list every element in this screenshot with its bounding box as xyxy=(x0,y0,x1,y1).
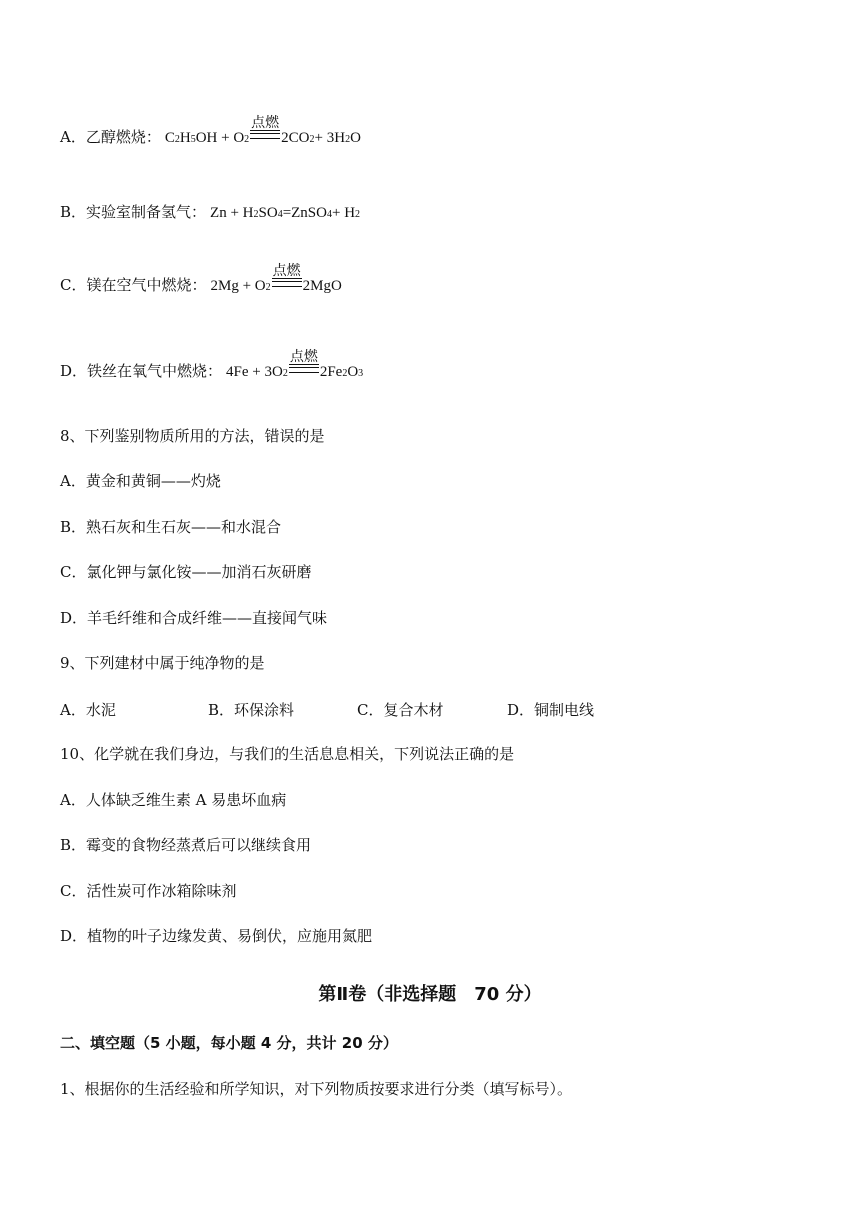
q8-option-d: D．羊毛纤维和合成纤维——直接闻气味 xyxy=(60,609,328,627)
q7-option-b xyxy=(60,202,360,223)
q7-option-a-equation: C 2 H 5 OH + O 2 点燃 2CO 2 + 3H 2 O xyxy=(164,115,361,146)
q7-option-b-label: B．实验室制备氢气： xyxy=(60,203,207,221)
q7-option-c-label: C．镁在空气中燃烧： xyxy=(60,276,207,294)
q7-option-d-equation: 4Fe + 3O 2 点燃 2Fe 2 O 3 xyxy=(226,349,364,380)
part-heading: 二、填空题（5 小题，每小题 4 分，共计 20 分） xyxy=(60,1034,398,1052)
q7-option-c xyxy=(60,263,342,296)
q9-option-b: B．环保涂料 xyxy=(208,701,295,719)
q9-option-a: A．水泥 xyxy=(60,701,116,719)
q10-option-c: C．活性炭可作冰箱除味剂 xyxy=(60,882,237,900)
reaction-condition: 点燃 xyxy=(289,367,319,376)
q8-option-c: C．氯化钾与氯化铵——加消石灰研磨 xyxy=(60,563,312,581)
q7-option-c-equation: 2Mg + O 2 点燃 2MgO xyxy=(210,263,342,294)
reaction-condition: 点燃 xyxy=(272,281,302,290)
q7-option-a xyxy=(60,115,361,148)
q8-option-a: A．黄金和黄铜——灼烧 xyxy=(60,472,221,490)
q10-option-b: B．霉变的食物经蒸煮后可以继续食用 xyxy=(60,836,312,854)
q8-stem: 8、下列鉴别物质所用的方法，错误的是 xyxy=(60,427,325,445)
fill-q1-stem: 1、根据你的生活经验和所学知识，对下列物质按要求进行分类（填写标号）。 xyxy=(60,1080,573,1098)
q7-option-d-label: D．铁丝在氧气中燃烧： xyxy=(60,362,223,380)
q8-option-b: B．熟石灰和生石灰——和水混合 xyxy=(60,518,282,536)
q10-option-d: D．植物的叶子边缘发黄、易倒伏，应施用氮肥 xyxy=(60,927,373,945)
reaction-condition: 点燃 xyxy=(250,133,280,142)
q9-stem: 9、下列建材中属于纯净物的是 xyxy=(60,654,265,672)
q10-option-a: A．人体缺乏维生素 A 易患坏血病 xyxy=(60,791,287,809)
section-title: 第Ⅱ卷（非选择题 70 分） xyxy=(318,984,542,1005)
q10-stem: 10、化学就在我们身边，与我们的生活息息相关，下列说法正确的是 xyxy=(60,745,515,763)
q7-option-b-equation: Zn + H 2 SO 4 =ZnSO 4 + H 2 xyxy=(210,205,361,221)
q7-option-a-label: A．乙醇燃烧： xyxy=(60,128,161,146)
q9-option-c: C．复合木材 xyxy=(357,701,444,719)
q9-option-d: D．铜制电线 xyxy=(507,701,595,719)
q7-option-d xyxy=(60,349,364,382)
